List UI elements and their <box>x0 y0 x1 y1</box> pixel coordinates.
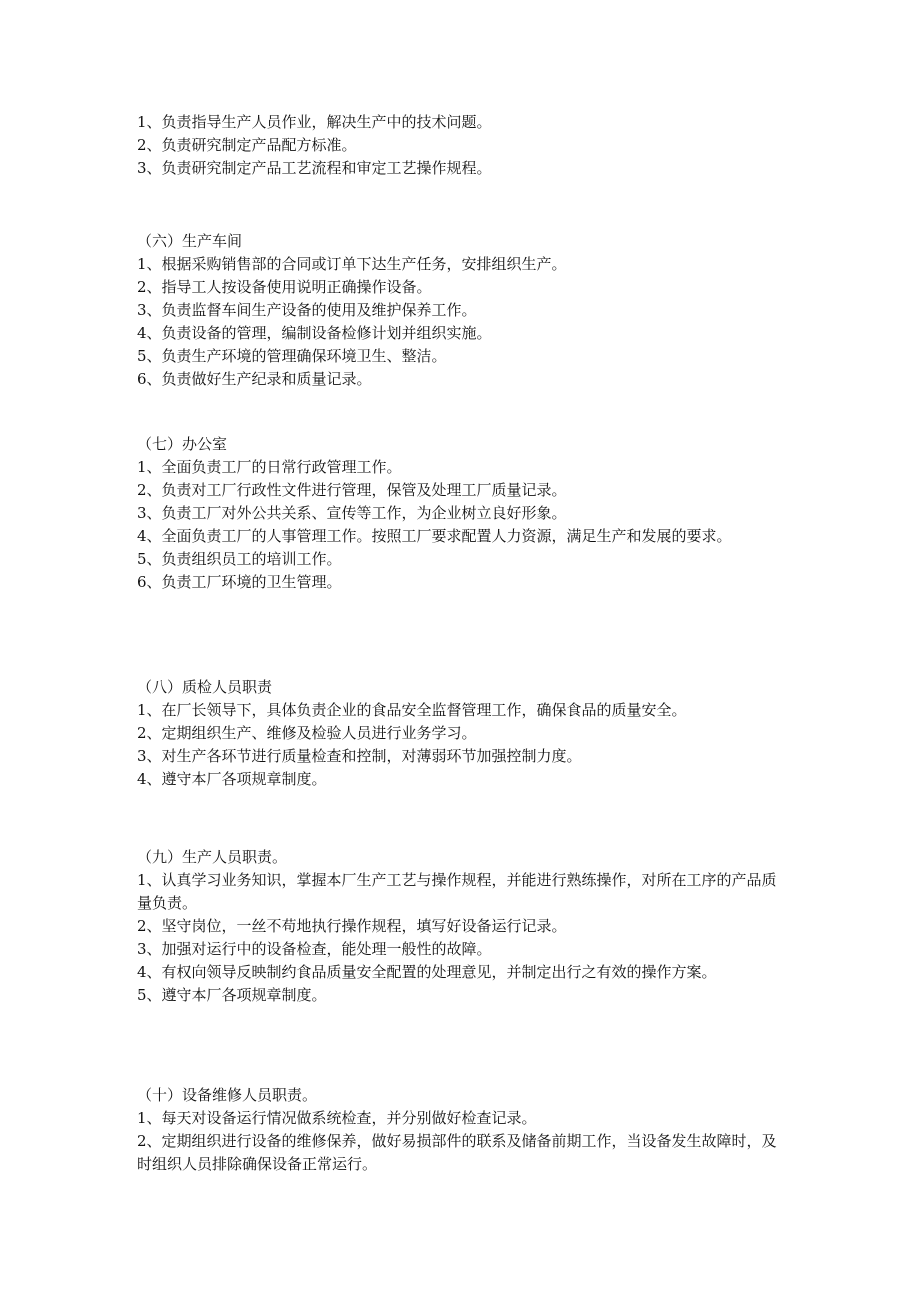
list-item: 2、负责对工厂行政性文件进行管理，保管及处理工厂质量记录。 <box>137 481 567 499</box>
list-item: 1、认真学习业务知识，掌握本厂生产工艺与操作规程，并能进行熟练操作，对所在工序的产品质量负责。 <box>137 871 777 912</box>
list-item: 3、对生产各环节进行质量检查和控制，对薄弱环节加强控制力度。 <box>137 747 582 765</box>
section-heading: （八）质检人员职责 <box>137 678 273 696</box>
section-10 <box>137 1084 787 1176</box>
section-heading: （六）生产车间 <box>137 232 243 250</box>
section-6 <box>137 230 787 391</box>
section-7 <box>137 433 787 594</box>
list-item: 4、全面负责工厂的人事管理工作。按照工厂要求配置人力资源，满足生产和发展的要求。 <box>137 527 732 545</box>
section-9 <box>137 846 787 1007</box>
list-item: 2、坚守岗位，一丝不苟地执行操作规程，填写好设备运行记录。 <box>137 917 567 935</box>
list-item: 4、遵守本厂各项规章制度。 <box>137 770 327 788</box>
list-item: 5、遵守本厂各项规章制度。 <box>137 986 327 1004</box>
list-item: 3、负责研究制定产品工艺流程和审定工艺操作规程。 <box>137 159 492 177</box>
list-item: 4、负责设备的管理，编制设备检修计划并组织实施。 <box>137 324 492 342</box>
section-8 <box>137 676 787 791</box>
list-item: 1、全面负责工厂的日常行政管理工作。 <box>137 458 402 476</box>
section-heading: （九）生产人员职责。 <box>137 848 288 866</box>
list-item: 1、负责指导生产人员作业，解决生产中的技术问题。 <box>137 113 492 131</box>
list-item: 1、根据采购销售部的合同或订单下达生产任务，安排组织生产。 <box>137 255 567 273</box>
list-item: 1、每天对设备运行情况做系统检查，并分别做好检查记录。 <box>137 1109 537 1127</box>
list-item: 4、有权向领导反映制约食品质量安全配置的处理意见，并制定出行之有效的操作方案。 <box>137 963 717 981</box>
list-item: 2、定期组织生产、维修及检验人员进行业务学习。 <box>137 724 477 742</box>
list-item: 6、负责工厂环境的卫生管理。 <box>137 573 342 591</box>
list-item: 5、负责组织员工的培训工作。 <box>137 550 342 568</box>
list-item: 3、负责工厂对外公共关系、宣传等工作，为企业树立良好形象。 <box>137 504 567 522</box>
list-item: 3、负责监督车间生产设备的使用及维护保养工作。 <box>137 301 477 319</box>
list-item: 1、在厂长领导下，具体负责企业的食品安全监督管理工作，确保食品的质量安全。 <box>137 701 687 719</box>
list-item: 5、负责生产环境的管理确保环境卫生、整洁。 <box>137 347 447 365</box>
list-item: 3、加强对运行中的设备检查，能处理一般性的故障。 <box>137 940 492 958</box>
section-heading: （七）办公室 <box>137 435 228 453</box>
section-intro <box>137 111 787 180</box>
section-heading: （十）设备维修人员职责。 <box>137 1086 318 1104</box>
list-item: 6、负责做好生产纪录和质量记录。 <box>137 370 372 388</box>
list-item: 2、指导工人按设备使用说明正确操作设备。 <box>137 278 432 296</box>
list-item: 2、定期组织进行设备的维修保养，做好易损部件的联系及储备前期工作，当设备发生故障时，及时组织人员排除确保设备正常运行。 <box>137 1132 777 1173</box>
list-item: 2、负责研究制定产品配方标准。 <box>137 136 357 154</box>
